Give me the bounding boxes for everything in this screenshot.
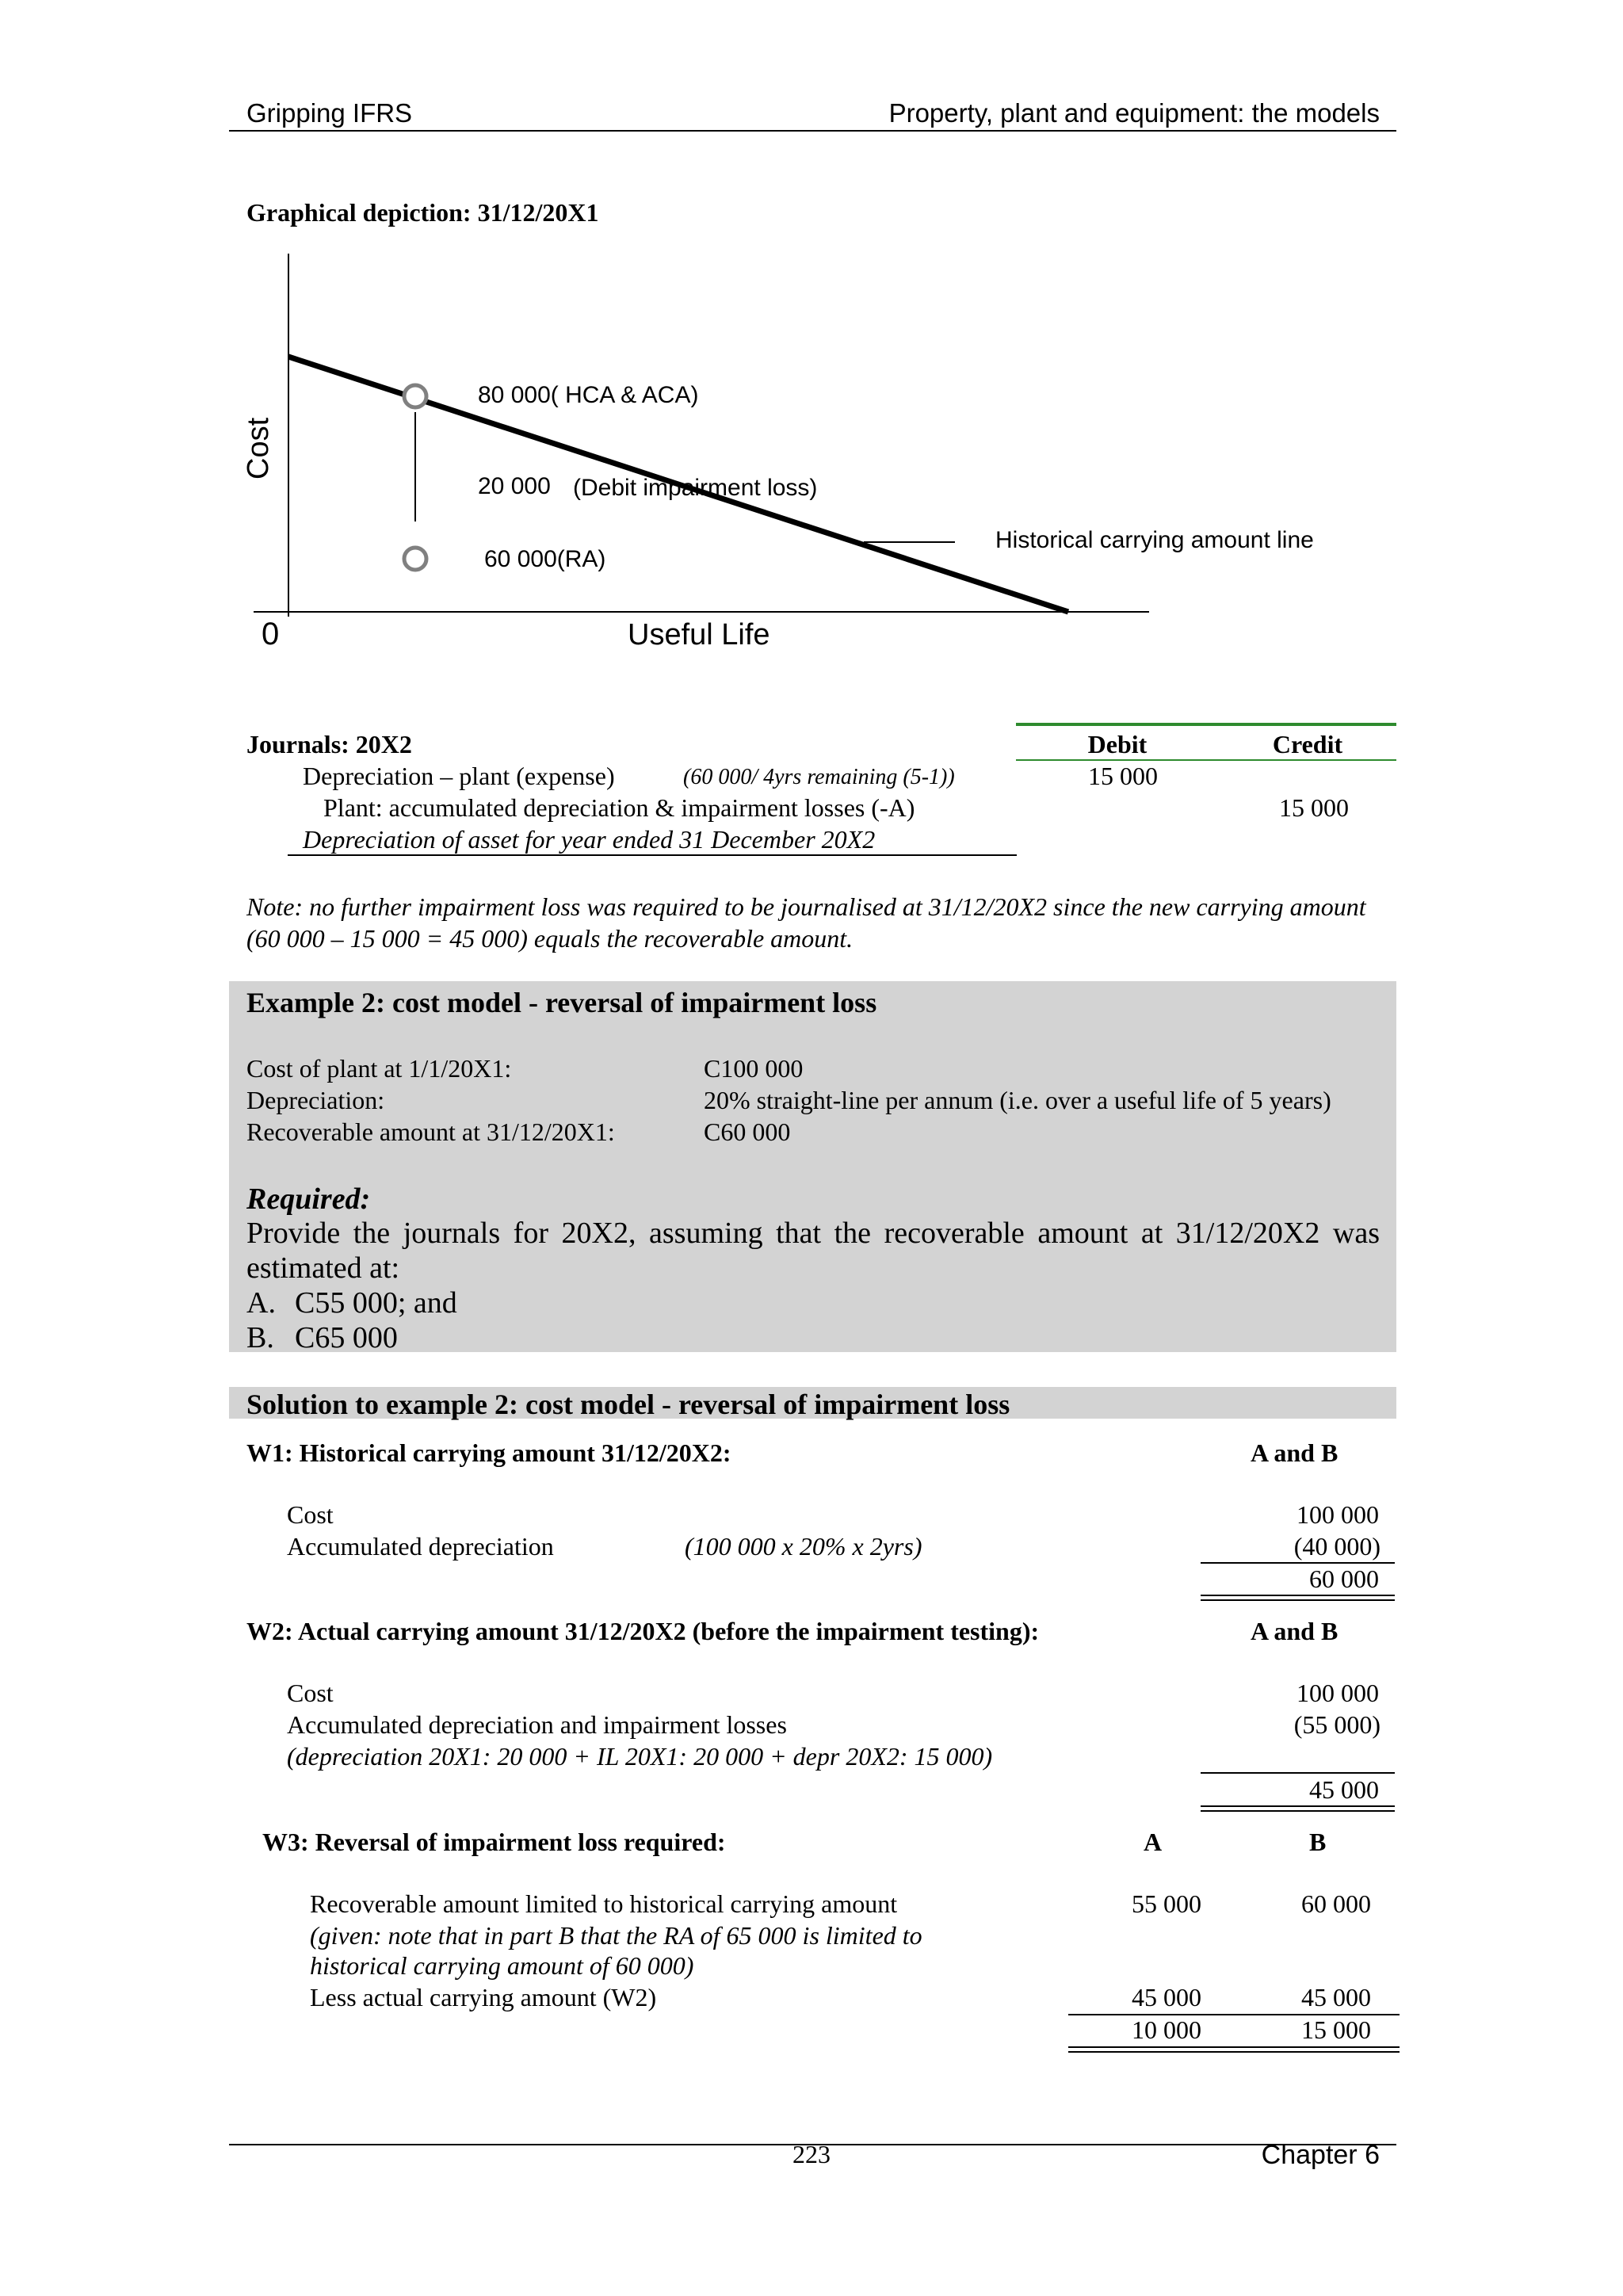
ra-label: 60 000(RA) <box>484 546 606 572</box>
header-rule <box>229 130 1396 132</box>
x-axis-label: Useful Life <box>628 618 770 651</box>
fact-label-recoverable: Recoverable amount at 31/12/20X1: <box>246 1117 615 1146</box>
fact-value-depreciation: 20% straight-line per annum (i.e. over a useful life of 5 years) <box>704 1086 1331 1114</box>
w3-total-double-rule <box>1068 2046 1400 2053</box>
solution-title: Solution to example 2: cost model - reversal of impairment loss <box>246 1389 1010 1420</box>
w2-total-double-rule <box>1201 1805 1395 1812</box>
journal-col-credit: Credit <box>1272 730 1343 758</box>
fact-value-recoverable: C60 000 <box>704 1117 791 1146</box>
w1-dep-value: (40 000) <box>1293 1532 1381 1561</box>
option-b-letter: B. <box>246 1321 274 1354</box>
w1-title: W1: Historical carrying amount 31/12/20X2: <box>246 1438 731 1467</box>
impairment-text-label: (Debit impairment loss) <box>573 475 818 501</box>
w1-cost-value: 100 000 <box>1296 1500 1379 1529</box>
w2-cost-value: 100 000 <box>1296 1679 1379 1707</box>
impairment-graph <box>230 238 1419 666</box>
w3-ra-note-line2: historical carrying amount of 60 000) <box>310 1951 694 1980</box>
example-2-title: Example 2: cost model - reversal of impairment loss <box>246 987 877 1018</box>
w1-subtotal-rule <box>1201 1562 1395 1564</box>
line-label: Historical carrying amount line <box>995 527 1314 553</box>
required-text: Provide the journals for 20X2, assuming that the recoverable amount at 31/12/20X2 was estimated at: <box>246 1217 1380 1285</box>
journal-col-debit: Debit <box>1087 730 1148 758</box>
w3-column-b: B <box>1309 1828 1327 1856</box>
graph-title: Graphical depiction: 31/12/20X1 <box>246 198 599 227</box>
journal-note: Note: no further impairment loss was required to be journalised at 31/12/20X2 since the new carrying amount (60 000 – 15 000 = 45 000) equals the recoverable amount. <box>246 892 1366 953</box>
w2-cost-label: Cost <box>287 1679 334 1707</box>
w2-dep-label: Accumulated depreciation and impairment losses <box>287 1710 787 1739</box>
hca-point <box>404 385 426 407</box>
journal-row1-calc: (60 000/ 4yrs remaining (5-1)) <box>683 765 955 789</box>
journal-row1-label: Depreciation – plant (expense) <box>303 762 615 790</box>
fact-value-cost: C100 000 <box>704 1054 804 1083</box>
w2-total: 45 000 <box>1309 1775 1379 1804</box>
option-b-text: C65 000 <box>295 1321 398 1354</box>
w3-less-b: 45 000 <box>1301 1983 1371 2011</box>
journal-narration-rule <box>288 854 1017 856</box>
w1-column-header: A and B <box>1251 1438 1338 1467</box>
w1-dep-calc: (100 000 x 20% x 2yrs) <box>685 1532 922 1561</box>
y-axis-label: Cost <box>242 417 275 479</box>
journal-title: Journals: 20X2 <box>246 730 412 758</box>
w1-total-double-rule <box>1201 1595 1395 1601</box>
w2-column-header: A and B <box>1251 1617 1338 1645</box>
w1-dep-label: Accumulated depreciation <box>287 1532 554 1561</box>
w3-title: W3: Reversal of impairment loss required: <box>262 1828 726 1856</box>
w3-less-label: Less actual carrying amount (W2) <box>310 1983 657 2011</box>
chapter-label: Chapter 6 <box>1261 2140 1380 2170</box>
journal-narration: Depreciation of asset for year ended 31 December 20X2 <box>303 825 876 854</box>
option-a-text: C55 000; and <box>295 1286 457 1320</box>
w3-ra-note-line1: (given: note that in part B that the RA of 65 000 is limited to <box>310 1921 922 1950</box>
w3-less-a: 45 000 <box>1132 1983 1201 2011</box>
w2-title: W2: Actual carrying amount 31/12/20X2 (before the impairment testing): <box>246 1617 1040 1645</box>
hca-aca-label: 80 000( HCA & ACA) <box>478 382 699 408</box>
w3-ra-b: 60 000 <box>1301 1889 1371 1918</box>
page-number: 223 <box>792 2140 831 2168</box>
ra-point <box>404 548 426 570</box>
w3-total-b: 15 000 <box>1301 2015 1371 2044</box>
journal-header-rule <box>1016 723 1396 726</box>
header-right-title: Property, plant and equipment: the models <box>888 98 1380 128</box>
required-heading: Required: <box>246 1182 371 1216</box>
w3-column-a: A <box>1144 1828 1163 1856</box>
w1-cost-label: Cost <box>287 1500 334 1529</box>
w3-ra-label: Recoverable amount limited to historical carrying amount <box>310 1889 898 1918</box>
w2-subtotal-rule <box>1201 1772 1395 1774</box>
journal-header-underline <box>1016 759 1396 761</box>
journal-row1-debit: 15 000 <box>1088 762 1158 790</box>
w3-total-a: 10 000 <box>1132 2015 1201 2044</box>
journal-row2-credit: 15 000 <box>1279 793 1349 822</box>
journal-row2-label: Plant: accumulated depreciation & impairment losses (-A) <box>323 793 915 822</box>
option-a-letter: A. <box>246 1286 276 1320</box>
impairment-amount-label: 20 000 <box>478 473 551 499</box>
fact-label-depreciation: Depreciation: <box>246 1086 385 1114</box>
w2-dep-note: (depreciation 20X1: 20 000 + IL 20X1: 20 000 + depr 20X2: 15 000) <box>287 1742 993 1771</box>
origin-label: 0 <box>262 617 280 651</box>
w1-total: 60 000 <box>1309 1564 1379 1593</box>
w2-dep-value: (55 000) <box>1293 1710 1381 1739</box>
header-left-title: Gripping IFRS <box>246 98 413 128</box>
w3-ra-a: 55 000 <box>1132 1889 1201 1918</box>
fact-label-cost: Cost of plant at 1/1/20X1: <box>246 1054 512 1083</box>
